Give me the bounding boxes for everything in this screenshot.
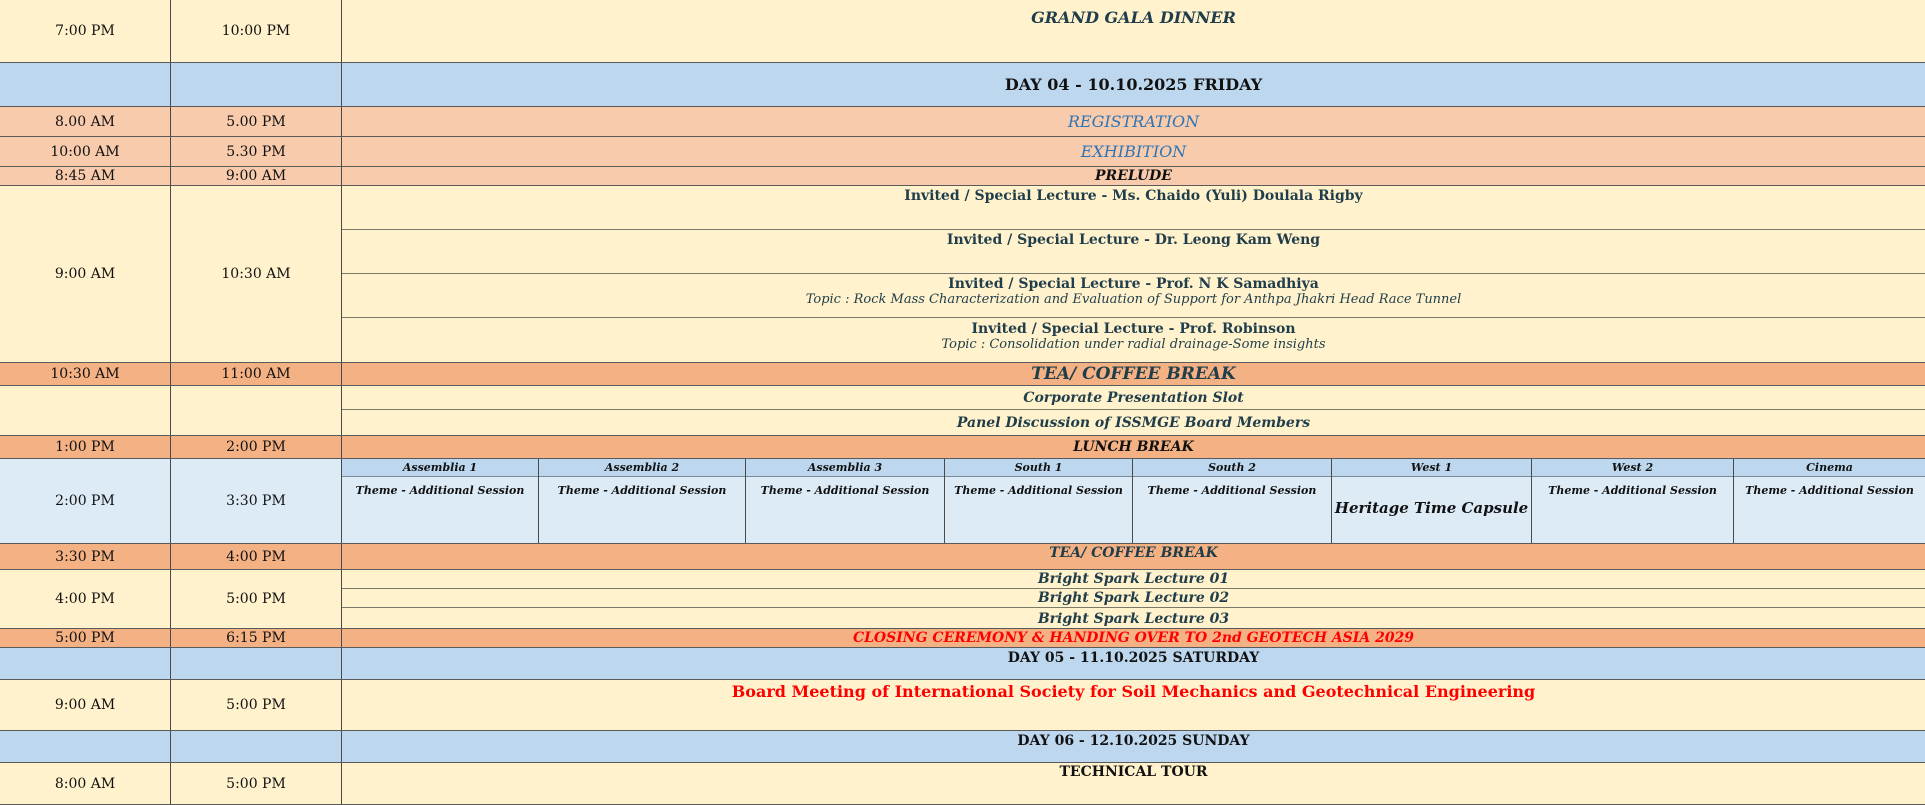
bright-spark-item: Bright Spark Lecture 03 <box>1037 610 1230 627</box>
end-time: 3:30 PM <box>171 459 342 543</box>
start-time: 7:00 PM <box>0 0 171 62</box>
room-name: South 1 <box>945 459 1132 477</box>
start-time <box>0 648 171 679</box>
end-time <box>171 386 342 435</box>
start-time: 2:00 PM <box>0 459 171 543</box>
room-west-1 <box>1332 459 1532 543</box>
lecture-topic: Topic : Consolidation under radial drainage-Some insights <box>941 337 1326 352</box>
start-time: 4:00 PM <box>0 570 171 628</box>
start-time: 3:30 PM <box>0 544 171 569</box>
row-tea-break-1 <box>0 363 1925 386</box>
start-time <box>0 386 171 435</box>
end-time: 5:00 PM <box>171 680 342 730</box>
event-title: TEA/ COFFEE BREAK <box>1031 364 1236 384</box>
row-parallel-sessions <box>0 459 1925 544</box>
row-prelude <box>0 167 1925 186</box>
room-name: South 2 <box>1133 459 1331 477</box>
lecture-item <box>342 274 1925 318</box>
end-time: 10:00 PM <box>171 0 342 62</box>
event-title: REGISTRATION <box>1067 112 1200 131</box>
row-day-05-header <box>0 648 1925 680</box>
event-title: TECHNICAL TOUR <box>1059 764 1208 780</box>
lecture-item <box>342 318 1925 363</box>
panel-item: Panel Discussion of ISSMGE Board Members <box>956 415 1311 431</box>
lecture-item <box>342 186 1925 230</box>
room-assemblia-3 <box>746 459 945 543</box>
end-time: 5.00 PM <box>171 107 342 136</box>
day-title: DAY 05 - 11.10.2025 SATURDAY <box>1007 650 1260 666</box>
lecture-title: Invited / Special Lecture - Ms. Chaido (Yuli) Doulala Rigby <box>904 188 1363 204</box>
day-title: DAY 06 - 12.10.2025 SUNDAY <box>1017 733 1250 749</box>
lecture-topic: Topic : Rock Mass Characterization and Evaluation of Support for Anthpa Jhakri Head Race Tunnel <box>805 292 1462 307</box>
row-technical-tour <box>0 763 1925 805</box>
row-bright-spark <box>0 570 1925 629</box>
session-title: Heritage Time Capsule <box>1334 499 1529 517</box>
row-invited-lectures <box>0 186 1925 363</box>
start-time: 8:00 AM <box>0 763 171 804</box>
bright-spark-item: Bright Spark Lecture 02 <box>342 589 1925 608</box>
room-name: West 1 <box>1332 459 1531 477</box>
row-corporate-panel <box>0 386 1925 436</box>
lecture-title: Invited / Special Lecture - Prof. N K Samadhiya <box>948 276 1319 292</box>
row-board-meeting <box>0 680 1925 731</box>
start-time: 10:00 AM <box>0 137 171 166</box>
row-closing-ceremony <box>0 629 1925 648</box>
room-name: Assemblia 2 <box>539 459 745 477</box>
session-title: Theme - Additional Session <box>1745 484 1914 497</box>
session-title: Theme - Additional Session <box>760 484 930 497</box>
end-time <box>171 731 342 762</box>
end-time: 5:00 PM <box>171 763 342 804</box>
session-title: Theme - Additional Session <box>1147 484 1317 497</box>
start-time: 8:45 AM <box>0 167 171 185</box>
session-title: Theme - Additional Session <box>954 484 1123 497</box>
room-name: Cinema <box>1734 459 1925 477</box>
room-name: Assemblia 3 <box>746 459 944 477</box>
event-title: EXHIBITION <box>1080 142 1187 161</box>
lecture-item <box>342 230 1925 274</box>
end-time: 10:30 AM <box>171 186 342 362</box>
end-time: 6:15 PM <box>171 629 342 647</box>
row-registration <box>0 107 1925 137</box>
end-time <box>171 63 342 106</box>
end-time: 9:00 AM <box>171 167 342 185</box>
session-title: Theme - Additional Session <box>355 484 525 497</box>
row-day-06-header <box>0 731 1925 763</box>
session-title: Theme - Additional Session <box>557 484 727 497</box>
end-time: 11:00 AM <box>171 363 342 385</box>
room-cinema <box>1734 459 1925 543</box>
event-title: LUNCH BREAK <box>1073 439 1194 455</box>
start-time: 10:30 AM <box>0 363 171 385</box>
start-time <box>0 731 171 762</box>
end-time: 5:00 PM <box>171 570 342 628</box>
event-title: Board Meeting of International Society for Soil Mechanics and Geotechnical Engineering <box>731 682 1536 701</box>
room-west-2 <box>1532 459 1734 543</box>
room-name: Assemblia 1 <box>342 459 538 477</box>
corporate-item: Corporate Presentation Slot <box>342 386 1925 410</box>
event-title: CLOSING CEREMONY & HANDING OVER TO 2nd GEOTECH ASIA 2029 <box>852 630 1415 646</box>
end-time <box>171 648 342 679</box>
row-tea-break-2 <box>0 544 1925 570</box>
start-time: 9:00 AM <box>0 680 171 730</box>
lecture-title: Invited / Special Lecture - Prof. Robinson <box>971 321 1296 337</box>
room-assemblia-1 <box>342 459 539 543</box>
room-name: West 2 <box>1532 459 1733 477</box>
row-lunch-break <box>0 436 1925 459</box>
event-title: TEA/ COFFEE BREAK <box>1049 545 1218 561</box>
start-time: 5:00 PM <box>0 629 171 647</box>
event-title: PRELUDE <box>1095 168 1172 184</box>
event-title: GRAND GALA DINNER <box>1031 8 1236 27</box>
day-title: DAY 04 - 10.10.2025 FRIDAY <box>1004 75 1263 94</box>
row-day-04-header <box>0 63 1925 107</box>
end-time: 2:00 PM <box>171 436 342 458</box>
start-time <box>0 63 171 106</box>
row-exhibition <box>0 137 1925 167</box>
lecture-title: Invited / Special Lecture - Dr. Leong Kam Weng <box>946 232 1321 248</box>
room-assemblia-2 <box>539 459 746 543</box>
session-title: Theme - Additional Session <box>1548 484 1717 497</box>
end-time: 4:00 PM <box>171 544 342 569</box>
end-time: 5.30 PM <box>171 137 342 166</box>
row-gala-dinner <box>0 0 1925 63</box>
room-south-1 <box>945 459 1133 543</box>
start-time: 8.00 AM <box>0 107 171 136</box>
bright-spark-item: Bright Spark Lecture 01 <box>342 570 1925 589</box>
start-time: 1:00 PM <box>0 436 171 458</box>
start-time: 9:00 AM <box>0 186 171 362</box>
room-south-2 <box>1133 459 1332 543</box>
